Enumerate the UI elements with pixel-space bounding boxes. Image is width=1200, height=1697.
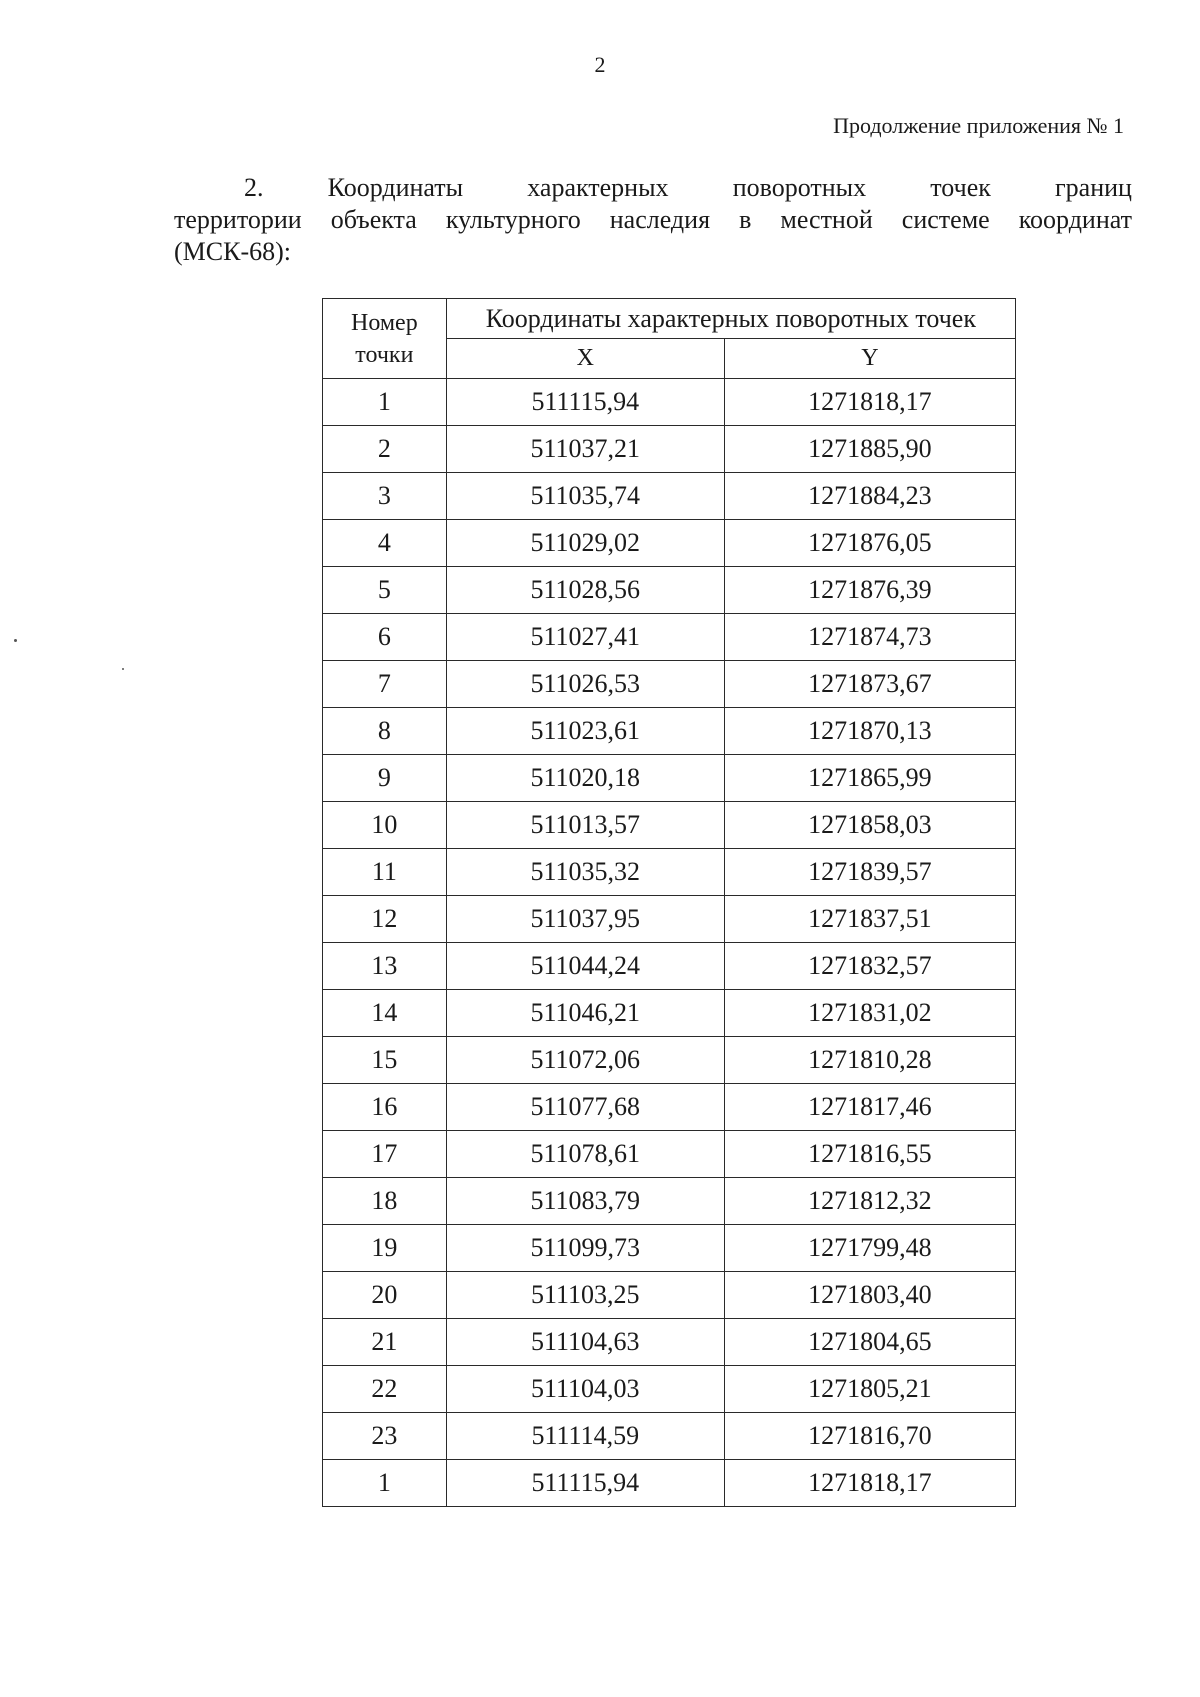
header-coordinates: Координаты характерных поворотных точек bbox=[446, 299, 1015, 339]
point-number-cell: 13 bbox=[323, 943, 447, 990]
heading-word: Координаты bbox=[327, 173, 464, 202]
table-row bbox=[323, 1225, 1016, 1272]
y-coordinate-cell: 1271865,99 bbox=[724, 755, 1015, 802]
table-row bbox=[323, 1413, 1016, 1460]
heading-word: территории bbox=[174, 205, 302, 234]
y-coordinate-cell: 1271803,40 bbox=[724, 1272, 1015, 1319]
heading-line-2 bbox=[174, 204, 1132, 236]
header-point-label-line1: Номер bbox=[350, 309, 418, 336]
heading-word: точек bbox=[930, 173, 991, 202]
x-coordinate-cell: 511083,79 bbox=[446, 1178, 724, 1225]
appendix-note: Продолжение приложения № 1 bbox=[833, 113, 1124, 138]
x-coordinate-cell: 511077,68 bbox=[446, 1084, 724, 1131]
header-y: Y bbox=[724, 339, 1015, 379]
x-coordinate-cell: 511037,95 bbox=[446, 896, 724, 943]
heading-line-3: (МСК-68): bbox=[174, 237, 291, 266]
y-coordinate-cell: 1271884,23 bbox=[724, 473, 1015, 520]
table-row bbox=[323, 661, 1016, 708]
x-coordinate-cell: 511035,32 bbox=[446, 849, 724, 896]
x-coordinate-cell: 511020,18 bbox=[446, 755, 724, 802]
y-coordinate-cell: 1271799,48 bbox=[724, 1225, 1015, 1272]
x-coordinate-cell: 511115,94 bbox=[446, 1460, 724, 1507]
table-row bbox=[323, 990, 1016, 1037]
y-coordinate-cell: 1271876,39 bbox=[724, 567, 1015, 614]
header-x: X bbox=[446, 339, 724, 379]
header-point-number bbox=[323, 299, 447, 379]
y-coordinate-cell: 1271870,13 bbox=[724, 708, 1015, 755]
y-coordinate-cell: 1271805,21 bbox=[724, 1366, 1015, 1413]
y-coordinate-cell: 1271816,70 bbox=[724, 1413, 1015, 1460]
x-coordinate-cell: 511104,63 bbox=[446, 1319, 724, 1366]
scan-speck bbox=[14, 639, 17, 642]
point-number-cell: 2 bbox=[323, 426, 447, 473]
x-coordinate-cell: 511072,06 bbox=[446, 1037, 724, 1084]
point-number-cell: 6 bbox=[323, 614, 447, 661]
point-number-cell: 23 bbox=[323, 1413, 447, 1460]
point-number-cell: 7 bbox=[323, 661, 447, 708]
table-row bbox=[323, 473, 1016, 520]
point-number-cell: 17 bbox=[323, 1131, 447, 1178]
table-row bbox=[323, 1131, 1016, 1178]
x-coordinate-cell: 511027,41 bbox=[446, 614, 724, 661]
x-coordinate-cell: 511099,73 bbox=[446, 1225, 724, 1272]
x-coordinate-cell: 511013,57 bbox=[446, 802, 724, 849]
point-number-cell: 19 bbox=[323, 1225, 447, 1272]
x-coordinate-cell: 511115,94 bbox=[446, 379, 724, 426]
y-coordinate-cell: 1271873,67 bbox=[724, 661, 1015, 708]
table-row bbox=[323, 1178, 1016, 1225]
heading-word: местной bbox=[780, 205, 873, 234]
heading-word: в bbox=[739, 205, 752, 234]
y-coordinate-cell: 1271837,51 bbox=[724, 896, 1015, 943]
table-row bbox=[323, 1366, 1016, 1413]
page-number: 2 bbox=[594, 52, 606, 77]
point-number-cell: 18 bbox=[323, 1178, 447, 1225]
point-number-cell: 10 bbox=[323, 802, 447, 849]
table-row bbox=[323, 614, 1016, 661]
point-number-cell: 22 bbox=[323, 1366, 447, 1413]
point-number-cell: 15 bbox=[323, 1037, 447, 1084]
point-number-cell: 4 bbox=[323, 520, 447, 567]
table-row bbox=[323, 520, 1016, 567]
x-coordinate-cell: 511028,56 bbox=[446, 567, 724, 614]
x-coordinate-cell: 511104,03 bbox=[446, 1366, 724, 1413]
x-coordinate-cell: 511035,74 bbox=[446, 473, 724, 520]
point-number-cell: 11 bbox=[323, 849, 447, 896]
point-number-cell: 8 bbox=[323, 708, 447, 755]
coordinates-table bbox=[322, 298, 1016, 1507]
x-coordinate-cell: 511026,53 bbox=[446, 661, 724, 708]
heading-word: культурного bbox=[445, 205, 581, 234]
x-coordinate-cell: 511023,61 bbox=[446, 708, 724, 755]
y-coordinate-cell: 1271804,65 bbox=[724, 1319, 1015, 1366]
y-coordinate-cell: 1271812,32 bbox=[724, 1178, 1015, 1225]
x-coordinate-cell: 511037,21 bbox=[446, 426, 724, 473]
point-number-cell: 20 bbox=[323, 1272, 447, 1319]
point-number-cell: 16 bbox=[323, 1084, 447, 1131]
table-row bbox=[323, 896, 1016, 943]
point-number-cell: 9 bbox=[323, 755, 447, 802]
table-row bbox=[323, 1319, 1016, 1366]
x-coordinate-cell: 511114,59 bbox=[446, 1413, 724, 1460]
table-row bbox=[323, 755, 1016, 802]
y-coordinate-cell: 1271818,17 bbox=[724, 379, 1015, 426]
heading-word: координат bbox=[1018, 205, 1132, 234]
y-coordinate-cell: 1271817,46 bbox=[724, 1084, 1015, 1131]
table-row bbox=[323, 943, 1016, 990]
y-coordinate-cell: 1271874,73 bbox=[724, 614, 1015, 661]
heading-word: 2. bbox=[244, 173, 264, 202]
table-row bbox=[323, 567, 1016, 614]
table-row bbox=[323, 426, 1016, 473]
table-row bbox=[323, 1037, 1016, 1084]
y-coordinate-cell: 1271816,55 bbox=[724, 1131, 1015, 1178]
table-row bbox=[323, 802, 1016, 849]
scan-speck bbox=[122, 668, 124, 670]
y-coordinate-cell: 1271876,05 bbox=[724, 520, 1015, 567]
y-coordinate-cell: 1271818,17 bbox=[724, 1460, 1015, 1507]
x-coordinate-cell: 511078,61 bbox=[446, 1131, 724, 1178]
y-coordinate-cell: 1271831,02 bbox=[724, 990, 1015, 1037]
table-row bbox=[323, 708, 1016, 755]
table-row bbox=[323, 379, 1016, 426]
y-coordinate-cell: 1271885,90 bbox=[724, 426, 1015, 473]
heading-word: характерных bbox=[527, 173, 669, 202]
table-row bbox=[323, 1084, 1016, 1131]
x-coordinate-cell: 511103,25 bbox=[446, 1272, 724, 1319]
y-coordinate-cell: 1271858,03 bbox=[724, 802, 1015, 849]
point-number-cell: 21 bbox=[323, 1319, 447, 1366]
x-coordinate-cell: 511029,02 bbox=[446, 520, 724, 567]
point-number-cell: 12 bbox=[323, 896, 447, 943]
y-coordinate-cell: 1271832,57 bbox=[724, 943, 1015, 990]
point-number-cell: 3 bbox=[323, 473, 447, 520]
x-coordinate-cell: 511046,21 bbox=[446, 990, 724, 1037]
table-row bbox=[323, 849, 1016, 896]
point-number-cell: 5 bbox=[323, 567, 447, 614]
heading-word: объекта bbox=[330, 205, 417, 234]
heading-word: системе bbox=[901, 205, 990, 234]
point-number-cell: 1 bbox=[323, 1460, 447, 1507]
heading-line-1 bbox=[174, 172, 1132, 204]
section-heading bbox=[174, 172, 1132, 268]
table-row bbox=[323, 1272, 1016, 1319]
table-row bbox=[323, 1460, 1016, 1507]
x-coordinate-cell: 511044,24 bbox=[446, 943, 724, 990]
y-coordinate-cell: 1271810,28 bbox=[724, 1037, 1015, 1084]
point-number-cell: 14 bbox=[323, 990, 447, 1037]
heading-word: наследия bbox=[609, 205, 711, 234]
heading-word: границ bbox=[1055, 173, 1132, 202]
point-number-cell: 1 bbox=[323, 379, 447, 426]
heading-word: поворотных bbox=[732, 173, 867, 202]
y-coordinate-cell: 1271839,57 bbox=[724, 849, 1015, 896]
header-point-label-line2: точки bbox=[355, 341, 414, 368]
coordinates-table-body bbox=[323, 379, 1016, 1507]
